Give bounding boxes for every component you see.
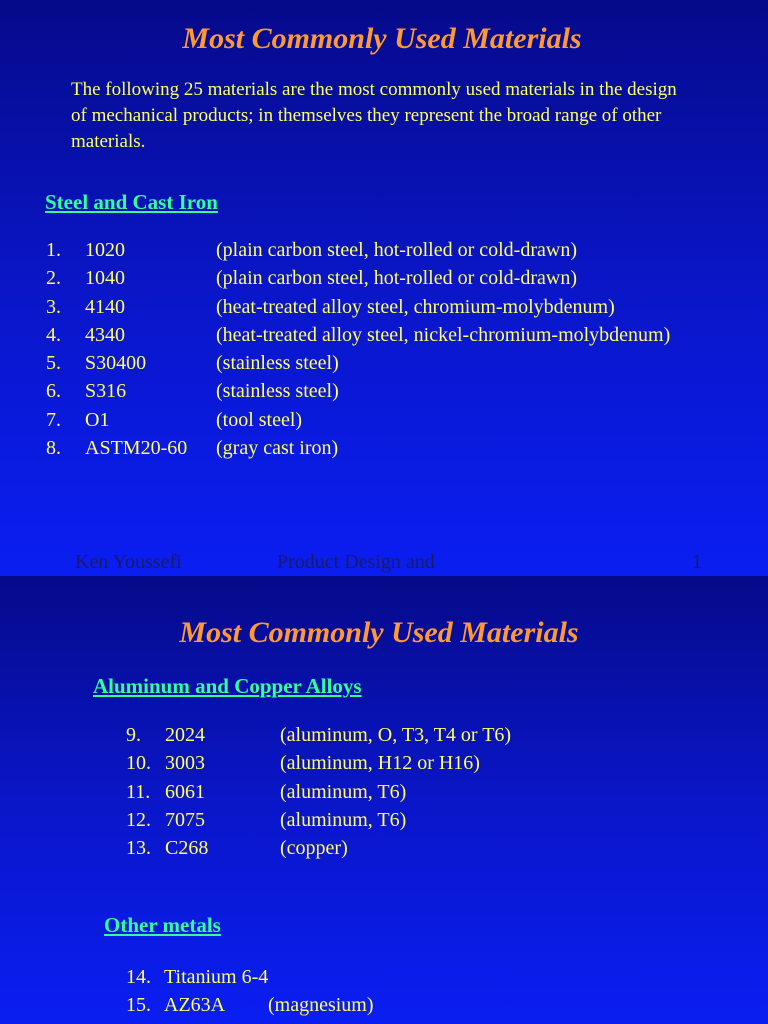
material-number: 15. bbox=[126, 994, 151, 1017]
material-number: 9. bbox=[126, 724, 141, 746]
material-description: (plain carbon steel, hot-rolled or cold-drawn) bbox=[216, 267, 577, 290]
slide-2 bbox=[0, 576, 768, 1024]
material-item bbox=[46, 406, 761, 434]
material-description: (stainless steel) bbox=[216, 380, 339, 403]
material-number: 7. bbox=[46, 408, 61, 431]
section-heading-steel: Steel and Cast Iron bbox=[45, 190, 218, 214]
slide-1-title: Most Commonly Used Materials bbox=[182, 22, 582, 55]
material-description: (aluminum, H12 or H16) bbox=[280, 752, 480, 775]
material-item bbox=[126, 721, 646, 749]
slide-2-title: Most Commonly Used Materials bbox=[179, 616, 579, 649]
material-number: 2. bbox=[46, 267, 61, 290]
material-description: (stainless steel) bbox=[216, 352, 339, 375]
material-code: O1 bbox=[85, 408, 110, 431]
material-code: 6061 bbox=[165, 780, 205, 803]
material-code: 2024 bbox=[165, 724, 205, 746]
other-metals-material-list bbox=[126, 963, 646, 1020]
material-number: 8. bbox=[46, 437, 61, 460]
material-number: 11. bbox=[126, 780, 151, 803]
material-code: AZ63A bbox=[164, 994, 226, 1017]
material-description: (heat-treated alloy steel, chromium-molybdenum) bbox=[216, 295, 615, 318]
material-item bbox=[46, 236, 761, 264]
material-number: 6. bbox=[46, 380, 61, 403]
material-item bbox=[46, 349, 761, 377]
material-description: (magnesium) bbox=[268, 994, 374, 1017]
material-number: 5. bbox=[46, 352, 61, 375]
material-item bbox=[126, 749, 646, 777]
footer-page-number: 1 bbox=[692, 551, 702, 573]
material-number: 10. bbox=[126, 752, 151, 775]
aluminum-copper-material-list bbox=[126, 721, 646, 862]
material-number: 1. bbox=[46, 239, 61, 261]
material-code: S316 bbox=[85, 380, 127, 403]
material-code: 1040 bbox=[85, 267, 125, 290]
material-code: 4340 bbox=[85, 323, 125, 346]
material-description: (copper) bbox=[280, 837, 348, 860]
material-number: 12. bbox=[126, 808, 151, 831]
steel-material-list bbox=[46, 236, 761, 462]
material-number: 4. bbox=[46, 323, 61, 346]
material-description: (heat-treated alloy steel, nickel-chromium-molybdenum) bbox=[216, 323, 671, 346]
material-item bbox=[46, 264, 761, 292]
material-item bbox=[46, 321, 761, 349]
material-code: ASTM20-60 bbox=[85, 437, 188, 460]
material-code: Titanium 6-4 bbox=[164, 966, 269, 988]
material-number: 14. bbox=[126, 966, 151, 988]
material-item bbox=[46, 434, 761, 462]
material-item bbox=[126, 778, 646, 806]
section-heading-aluminum-copper: Aluminum and Copper Alloys bbox=[93, 674, 362, 698]
material-number: 3. bbox=[46, 295, 61, 318]
material-description: (plain carbon steel, hot-rolled or cold-drawn) bbox=[216, 239, 577, 261]
material-number: 13. bbox=[126, 837, 151, 860]
material-description: (aluminum, O, T3, T4 or T6) bbox=[280, 724, 512, 746]
material-item bbox=[46, 377, 761, 405]
section-heading-other-metals: Other metals bbox=[104, 913, 221, 937]
material-description: (aluminum, T6) bbox=[280, 780, 407, 803]
material-description: (aluminum, T6) bbox=[280, 808, 407, 831]
intro-paragraph: The following 25 materials are the most commonly used materials in the design of mechanical products; in themselves they represent the broad range of other materials. bbox=[71, 79, 677, 152]
material-description: (tool steel) bbox=[216, 408, 303, 431]
material-code: C268 bbox=[165, 837, 209, 860]
material-code: 1020 bbox=[85, 239, 125, 261]
material-description: (gray cast iron) bbox=[216, 437, 339, 460]
material-item bbox=[126, 834, 646, 862]
material-code: 7075 bbox=[165, 808, 205, 831]
footer-author: Ken Youssefi bbox=[75, 551, 182, 573]
material-item bbox=[126, 806, 646, 834]
material-item bbox=[126, 963, 646, 991]
material-code: 4140 bbox=[85, 295, 125, 318]
material-item bbox=[126, 991, 646, 1019]
material-code: 3003 bbox=[165, 752, 205, 775]
material-item bbox=[46, 293, 761, 321]
footer-course: Product Design and bbox=[277, 551, 435, 573]
slide-footer bbox=[0, 551, 768, 576]
material-code: S30400 bbox=[85, 352, 147, 375]
